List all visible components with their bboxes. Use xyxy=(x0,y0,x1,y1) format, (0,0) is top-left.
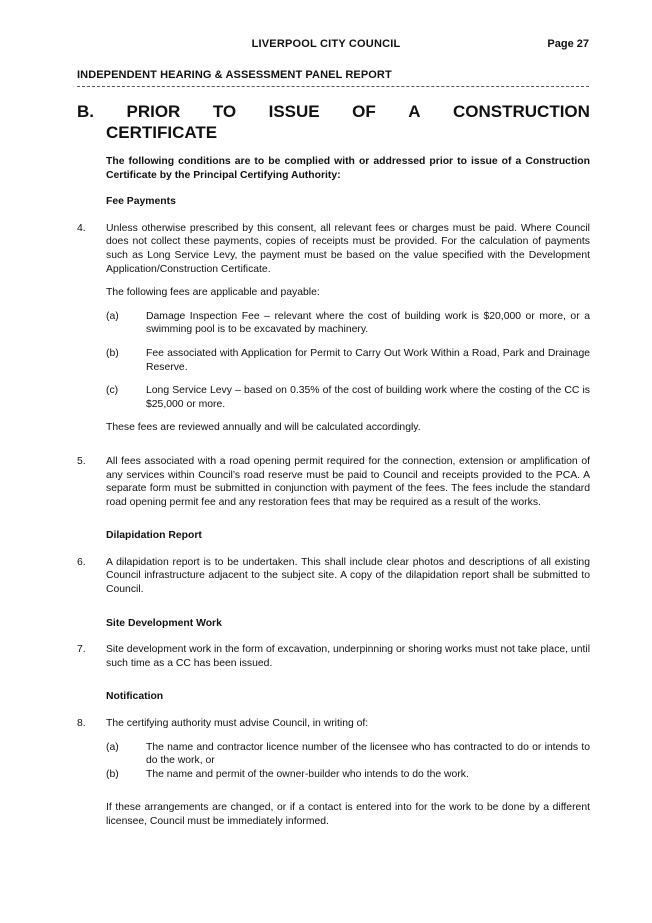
title-word: ISSUE xyxy=(268,102,320,121)
condition-body xyxy=(106,717,590,791)
condition-number: 4. xyxy=(77,222,86,234)
subheading-site-development-work: Site Development Work xyxy=(106,617,222,629)
condition-body xyxy=(106,556,590,607)
condition-paragraph: The certifying authority must advise Council, in writing of: xyxy=(106,718,369,730)
item-label: (a) xyxy=(106,741,119,753)
section-title-line-1 xyxy=(77,101,590,122)
condition-number: 5. xyxy=(77,455,86,467)
item-text: Long Service Levy – based on 0.35% of the cost of building work where the costing of the CC is $25,000 or more. xyxy=(146,385,590,410)
condition-body xyxy=(106,222,590,445)
condition-paragraph: Unless otherwise prescribed by this consent, all relevant fees or charges must be paid. Where Council does not collect these payments, copies of receipts must be provided. For the calculation of payments such as Long Service Levy, the payment must be based on the value specified with the Development Application/Construction Certificate. xyxy=(106,222,590,275)
condition-6 xyxy=(77,556,590,607)
title-word: B. xyxy=(77,102,94,121)
document-body xyxy=(77,155,590,829)
notification-item xyxy=(106,741,590,768)
title-word: OF xyxy=(352,102,376,121)
condition-body xyxy=(106,643,590,680)
condition-5 xyxy=(77,455,590,519)
item-text: The name and permit of the owner-builder who intends to do the work. xyxy=(146,768,469,780)
subheading-fee-payments: Fee Payments xyxy=(106,196,176,208)
condition-paragraph: A dilapidation report is to be undertaken. This shall include clear photos and descriptions of all existing Council infrastructure adjacent to the subject site. A copy of the dilapidation report shall be submitted to Council. xyxy=(106,556,590,596)
subheading-notification: Notification xyxy=(106,691,164,703)
subheading-dilapidation-report: Dilapidation Report xyxy=(106,530,202,542)
item-text: Damage Inspection Fee – relevant where the cost of building work is $20,000 or more, or a swimming pool is to be excavated by machinery. xyxy=(146,310,590,336)
title-word: TO xyxy=(212,102,237,121)
condition-7 xyxy=(77,643,590,680)
header-report-title: INDEPENDENT HEARING & ASSESSMENT PANEL REPORT xyxy=(77,69,392,81)
intro-paragraph: The following conditions are to be complied with or addressed prior to issue of a Construction Certificate by the Principal Certifying Authority: xyxy=(106,156,590,181)
item-label: (b) xyxy=(106,347,119,359)
section-title-line-2: CERTIFICATE xyxy=(106,123,218,142)
condition-body xyxy=(106,455,590,519)
condition-number: 8. xyxy=(77,718,86,730)
header-page-number: Page 27 xyxy=(547,38,589,50)
fee-item xyxy=(106,310,590,337)
condition-number: 7. xyxy=(77,644,86,656)
item-label: (b) xyxy=(106,768,119,780)
condition-number: 6. xyxy=(77,556,86,568)
section-title xyxy=(77,101,590,143)
condition-paragraph: The following fees are applicable and payable: xyxy=(106,287,320,299)
item-label: (a) xyxy=(106,310,119,322)
condition-8 xyxy=(77,717,590,791)
closing-paragraph: If these arrangements are changed, or if a contact is entered into for the work to be done by a different licensee, Council must be immediately informed. xyxy=(106,802,590,827)
title-word: CONSTRUCTION xyxy=(452,102,590,121)
item-text: Fee associated with Application for Permit to Carry Out Work Within a Road, Park and Drainage Reserve. xyxy=(146,347,590,373)
item-text: The name and contractor licence number of the licensee who has contracted to do or intends to do the work, or xyxy=(146,741,590,767)
fee-item xyxy=(106,384,590,411)
header-divider xyxy=(77,86,589,87)
condition-paragraph: These fees are reviewed annually and will be calculated accordingly. xyxy=(106,422,421,434)
condition-paragraph: All fees associated with a road opening permit required for the connection, extension or amplification of any services within Council’s road reserve must be paid to Council and receipts provided to the PCA. A separate form must be submitted in conjunction with payment of the fees. The fees include the standard road opening permit fee and any restoration fees that may be required as a result of the works. xyxy=(106,455,590,508)
fee-item xyxy=(106,347,590,374)
title-word: A xyxy=(408,102,421,121)
item-label: (c) xyxy=(106,385,119,397)
notification-item xyxy=(106,768,590,782)
title-word: PRIOR xyxy=(126,102,181,121)
condition-4 xyxy=(77,222,590,445)
condition-paragraph: Site development work in the form of excavation, underpinning or shoring works must not take place, until such time as a CC has been issued. xyxy=(106,644,590,669)
header-council-name: LIVERPOOL CITY COUNCIL xyxy=(251,38,401,50)
